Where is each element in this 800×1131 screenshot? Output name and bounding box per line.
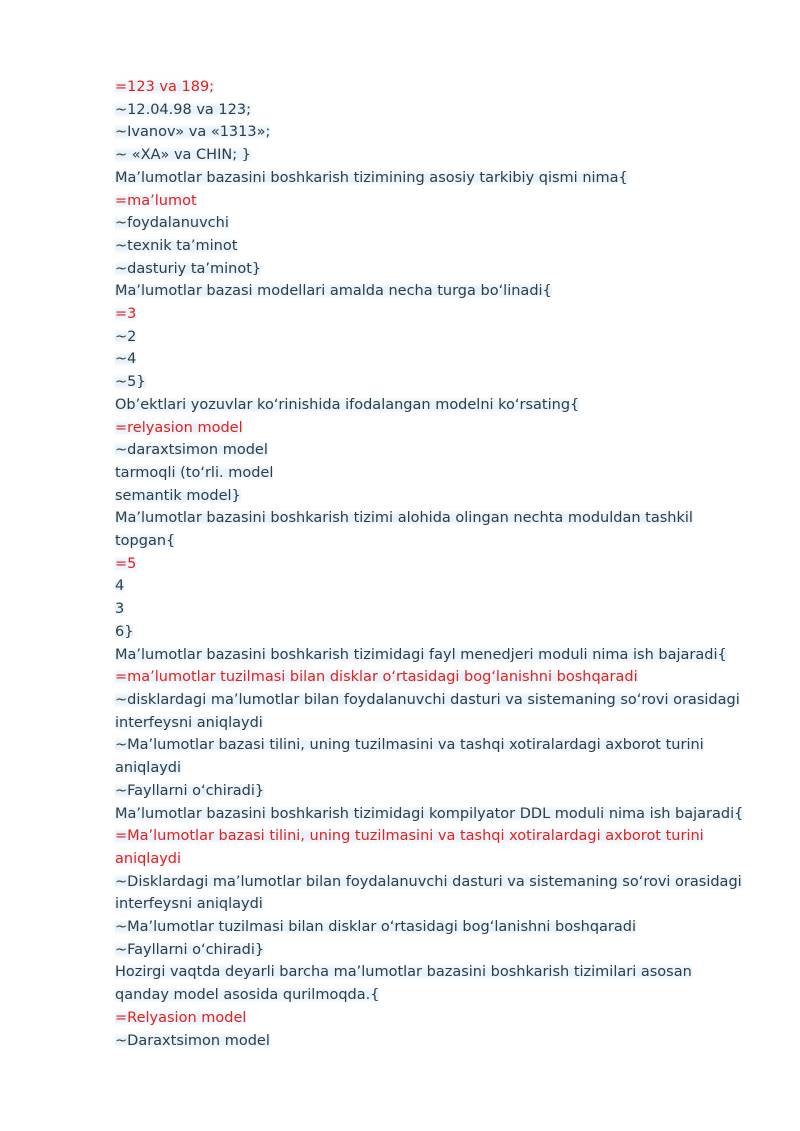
correct-answer-line — [115, 666, 745, 689]
correct-answer-line — [115, 1007, 745, 1030]
document-line — [115, 348, 745, 371]
line-text: ~texnik ta’minot — [115, 237, 238, 254]
document-line — [115, 280, 745, 303]
document-line — [115, 916, 745, 939]
line-text: ~12.04.98 va 123; — [115, 101, 251, 118]
document-line — [115, 734, 745, 779]
line-text: ~dasturiy ta’minot} — [115, 260, 262, 277]
line-text: =5 — [115, 555, 137, 572]
document-line — [115, 326, 745, 349]
correct-answer-line — [115, 303, 745, 326]
line-text: =ma’lumotlar tuzilmasi bilan disklar o‘rtasidagi bog‘lanishni boshqaradi — [115, 669, 638, 686]
line-text: ~Ma’lumotlar bazasi tilini, uning tuzilmasini va tashqi xotiralardagi axborot turini aniqlaydi — [115, 737, 704, 777]
line-text: 6} — [115, 623, 134, 640]
document-line — [115, 621, 745, 644]
line-text: ~Ivanov» va «1313»; — [115, 124, 271, 141]
line-text: ~ «XA» va CHIN; } — [115, 147, 251, 164]
line-text: =123 va 189; — [115, 79, 215, 95]
document-line — [115, 507, 745, 552]
document-line — [115, 462, 745, 485]
line-text: ~Ma’lumotlar tuzilmasi bilan disklar o‘rtasidagi bog‘lanishni boshqaradi — [115, 919, 637, 936]
line-text: =3 — [115, 306, 137, 323]
document-line — [115, 689, 745, 734]
document-line — [115, 167, 745, 190]
document-line — [115, 144, 745, 167]
line-text: =Ma’lumotlar bazasi tilini, uning tuzilmasini va tashqi xotiralardagi axborot turini aniqlaydi — [115, 828, 704, 867]
document-line — [115, 803, 745, 826]
document-line — [115, 121, 745, 144]
line-text: ~Fayllarni o‘chiradi} — [115, 782, 265, 799]
line-text: Ma’lumotlar bazasini boshkarish tizimidagi kompilyator DDL moduli nima ish bajaradi{ — [115, 805, 744, 822]
line-text: =Relyasion model — [115, 1009, 247, 1026]
line-text: Ma’lumotlar bazasi modellari amalda necha turga bo‘linadi{ — [115, 283, 552, 300]
line-text: ~disklardagi ma’lumotlar bilan foydalanuvchi dasturi va sistemaning so‘rovi orasidagi interfeysni aniqlaydi — [115, 691, 740, 731]
line-text: Ma’lumotlar bazasini boshkarish tizimi alohida olingan nechta moduldan tashkil topgan{ — [115, 510, 693, 550]
document-line — [115, 439, 745, 462]
line-text: Ob’ektlari yozuvlar ko‘rinishida ifodalangan modelni ko‘rsating{ — [115, 396, 580, 413]
document-page — [115, 76, 745, 1052]
document-line — [115, 644, 745, 667]
document-line — [115, 99, 745, 122]
line-text: ~Disklardagi ma’lumotlar bilan foydalanuvchi dasturi va sistemaning so‘rovi orasidagi interfeysni aniqlaydi — [115, 873, 742, 913]
document-line — [115, 939, 745, 962]
document-line — [115, 575, 745, 598]
document-line — [115, 780, 745, 803]
line-text: 4 — [115, 578, 125, 595]
line-text: ~foydalanuvchi — [115, 215, 229, 232]
document-line — [115, 235, 745, 258]
document-line — [115, 212, 745, 235]
document-line — [115, 598, 745, 621]
correct-answer-line — [115, 825, 745, 870]
document-line — [115, 1030, 745, 1053]
line-text: ~4 — [115, 351, 137, 368]
line-text: ~5} — [115, 374, 146, 391]
document-line — [115, 871, 745, 916]
line-text: ~daraxtsimon model — [115, 442, 268, 459]
line-text: =ma’lumot — [115, 192, 197, 209]
document-line — [115, 258, 745, 281]
line-text: ~2 — [115, 328, 137, 345]
line-text: Ma’lumotlar bazasini boshkarish tizimining asosiy tarkibiy qismi nima{ — [115, 169, 628, 186]
line-text: ~Fayllarni o‘chiradi} — [115, 941, 265, 958]
document-line — [115, 394, 745, 417]
document-line — [115, 371, 745, 394]
line-text: Hozirgi vaqtda deyarli barcha ma’lumotlar bazasini boshkarish tizimilari asosan qanday model asosida qurilmoqda.{ — [115, 964, 692, 1004]
line-text: 3 — [115, 601, 125, 618]
document-line — [115, 961, 745, 1006]
line-text: Ma’lumotlar bazasini boshkarish tizimidagi fayl menedjeri moduli nima ish bajaradi{ — [115, 646, 727, 663]
line-text: =relyasion model — [115, 419, 243, 436]
document-line — [115, 485, 745, 508]
correct-answer-line — [115, 190, 745, 213]
correct-answer-line — [115, 76, 745, 99]
line-text: tarmoqli (to‘rli. model — [115, 464, 274, 481]
correct-answer-line — [115, 417, 745, 440]
line-text: ~Daraxtsimon model — [115, 1032, 270, 1049]
correct-answer-line — [115, 553, 745, 576]
line-text: semantik model} — [115, 487, 241, 504]
